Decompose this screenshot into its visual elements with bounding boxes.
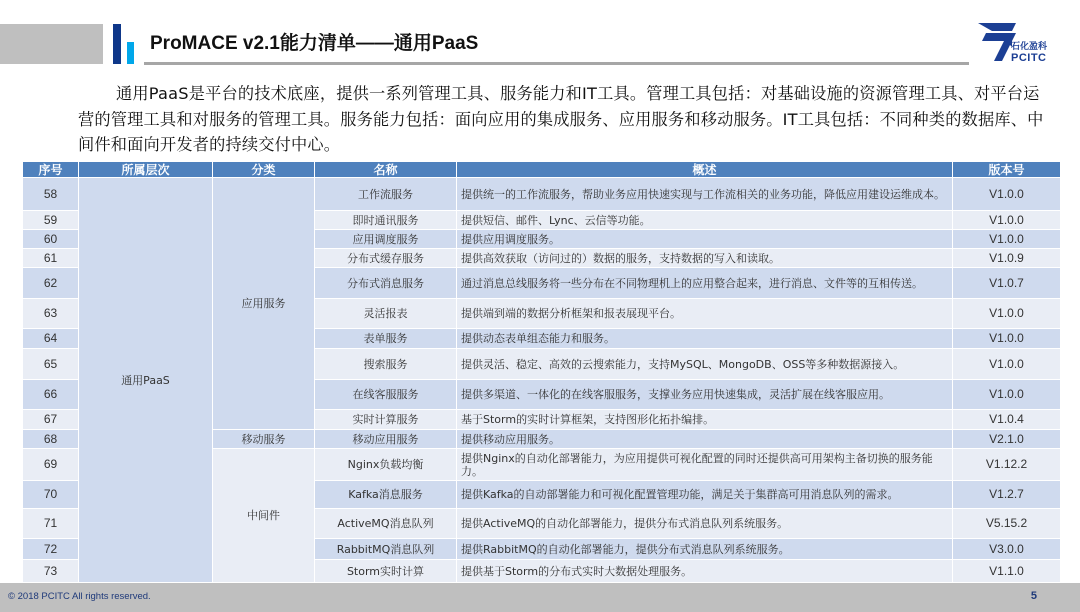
row-number: 64 xyxy=(23,329,79,349)
capability-table xyxy=(22,161,1061,583)
service-version: V3.0.0 xyxy=(953,539,1061,560)
logo-text-en: PCITC xyxy=(1011,52,1047,64)
row-number: 72 xyxy=(23,539,79,560)
service-version: V1.0.0 xyxy=(953,349,1061,380)
service-desc: 提供移动应用服务。 xyxy=(457,430,953,449)
service-name: 灵活报表 xyxy=(315,299,457,329)
service-name: 即时通讯服务 xyxy=(315,211,457,230)
row-number: 58 xyxy=(23,178,79,211)
service-name: ActiveMQ消息队列 xyxy=(315,509,457,539)
service-name: 在线客服服务 xyxy=(315,380,457,410)
intro-paragraph: 通用PaaS是平台的技术底座，提供一系列管理工具、服务能力和IT工具。管理工具包括：对基础设施的资源管理工具、对平台运营的管理工具和对服务的管理工具。服务能力包括：面向应用的集成服务、应用服务和移动服务。IT工具包括：不同种类的数据库、中间件和面向开发者的持续交付中心。 xyxy=(78,84,1044,154)
service-version: V1.0.0 xyxy=(953,178,1061,211)
service-desc: 提供动态表单组态能力和服务。 xyxy=(457,329,953,349)
row-number: 70 xyxy=(23,481,79,509)
service-version: V1.12.2 xyxy=(953,449,1061,481)
row-number: 60 xyxy=(23,230,79,249)
service-version: V1.0.4 xyxy=(953,410,1061,430)
title-underline xyxy=(144,62,969,65)
service-desc: 提供RabbitMQ的自动化部署能力，提供分布式消息队列系统服务。 xyxy=(457,539,953,560)
service-name: 实时计算服务 xyxy=(315,410,457,430)
service-desc: 提供短信、邮件、Lync、云信等功能。 xyxy=(457,211,953,230)
header-gray-block xyxy=(0,24,103,64)
page-title: ProMACE v2.1能力清单——通用PaaS xyxy=(150,33,479,54)
service-desc: 提供灵活、稳定、高效的云搜索能力，支持MySQL、MongoDB、OSS等多种数据源接入。 xyxy=(457,349,953,380)
row-number: 68 xyxy=(23,430,79,449)
row-number: 59 xyxy=(23,211,79,230)
service-version: V1.2.7 xyxy=(953,481,1061,509)
service-version: V1.0.0 xyxy=(953,329,1061,349)
service-version: V1.0.0 xyxy=(953,380,1061,410)
row-number: 66 xyxy=(23,380,79,410)
header-accent-bar-dark xyxy=(113,24,121,64)
service-name: Kafka消息服务 xyxy=(315,481,457,509)
service-name: Storm实时计算 xyxy=(315,560,457,583)
service-name: 分布式消息服务 xyxy=(315,268,457,299)
service-version: V5.15.2 xyxy=(953,509,1061,539)
category-cell-app: 应用服务 xyxy=(213,178,315,430)
row-number: 63 xyxy=(23,299,79,329)
category-cell-mobile: 移动服务 xyxy=(213,430,315,449)
row-number: 62 xyxy=(23,268,79,299)
service-name: 工作流服务 xyxy=(315,178,457,211)
logo-text-cn: 石化盈科 xyxy=(1011,42,1048,52)
category-cell-middleware: 中间件 xyxy=(213,449,315,583)
row-number: 73 xyxy=(23,560,79,583)
header-accent-bar-light xyxy=(127,42,134,64)
service-desc: 提供端到端的数据分析框架和报表展现平台。 xyxy=(457,299,953,329)
service-name: 分布式缓存服务 xyxy=(315,249,457,268)
service-name: 表单服务 xyxy=(315,329,457,349)
service-desc: 提供Kafka的自动部署能力和可视化配置管理功能，满足关于集群高可用消息队列的需求。 xyxy=(457,481,953,509)
col-header-layer: 所属层次 xyxy=(79,162,213,178)
service-version: V1.0.9 xyxy=(953,249,1061,268)
copyright-text: © 2018 PCITC All rights reserved. xyxy=(8,591,151,602)
service-version: V1.0.0 xyxy=(953,299,1061,329)
service-desc: 提供基于Storm的分布式实时大数据处理服务。 xyxy=(457,560,953,583)
service-version: V2.1.0 xyxy=(953,430,1061,449)
service-desc: 提供Nginx的自动化部署能力，为应用提供可视化配置的同时还提供高可用架构主备切换的服务能力。 xyxy=(457,449,953,481)
row-number: 71 xyxy=(23,509,79,539)
service-desc: 提供ActiveMQ的自动化部署能力，提供分布式消息队列系统服务。 xyxy=(457,509,953,539)
page-number: 5 xyxy=(1030,590,1037,602)
row-number: 65 xyxy=(23,349,79,380)
service-version: V1.0.7 xyxy=(953,268,1061,299)
col-header-no: 序号 xyxy=(23,162,79,178)
service-name: 搜索服务 xyxy=(315,349,457,380)
service-version: V1.0.0 xyxy=(953,211,1061,230)
table-row xyxy=(23,178,1061,211)
row-number: 69 xyxy=(23,449,79,481)
service-desc: 提供统一的工作流服务，帮助业务应用快速实现与工作流相关的业务功能，降低应用建设运维成本。 xyxy=(457,178,953,211)
service-desc: 提供多渠道、一体化的在线客服服务，支撑业务应用快速集成，灵活扩展在线客服应用。 xyxy=(457,380,953,410)
layer-cell: 通用PaaS xyxy=(79,178,213,583)
service-version: V1.0.0 xyxy=(953,230,1061,249)
col-header-version: 版本号 xyxy=(953,162,1061,178)
col-header-category: 分类 xyxy=(213,162,315,178)
service-name: Nginx负载均衡 xyxy=(315,449,457,481)
col-header-desc: 概述 xyxy=(457,162,953,178)
service-desc: 提供应用调度服务。 xyxy=(457,230,953,249)
table-header-row xyxy=(23,162,1061,178)
row-number: 67 xyxy=(23,410,79,430)
service-version: V1.1.0 xyxy=(953,560,1061,583)
service-name: RabbitMQ消息队列 xyxy=(315,539,457,560)
row-number: 61 xyxy=(23,249,79,268)
service-desc: 基于Storm的实时计算框架，支持图形化拓扑编排。 xyxy=(457,410,953,430)
service-name: 应用调度服务 xyxy=(315,230,457,249)
service-desc: 提供高效获取（访问过的）数据的服务，支持数据的写入和读取。 xyxy=(457,249,953,268)
service-desc: 通过消息总线服务将一些分布在不同物理机上的应用整合起来，进行消息、文件等的互相传送。 xyxy=(457,268,953,299)
service-name: 移动应用服务 xyxy=(315,430,457,449)
col-header-name: 名称 xyxy=(315,162,457,178)
footer-bar xyxy=(0,583,1080,612)
